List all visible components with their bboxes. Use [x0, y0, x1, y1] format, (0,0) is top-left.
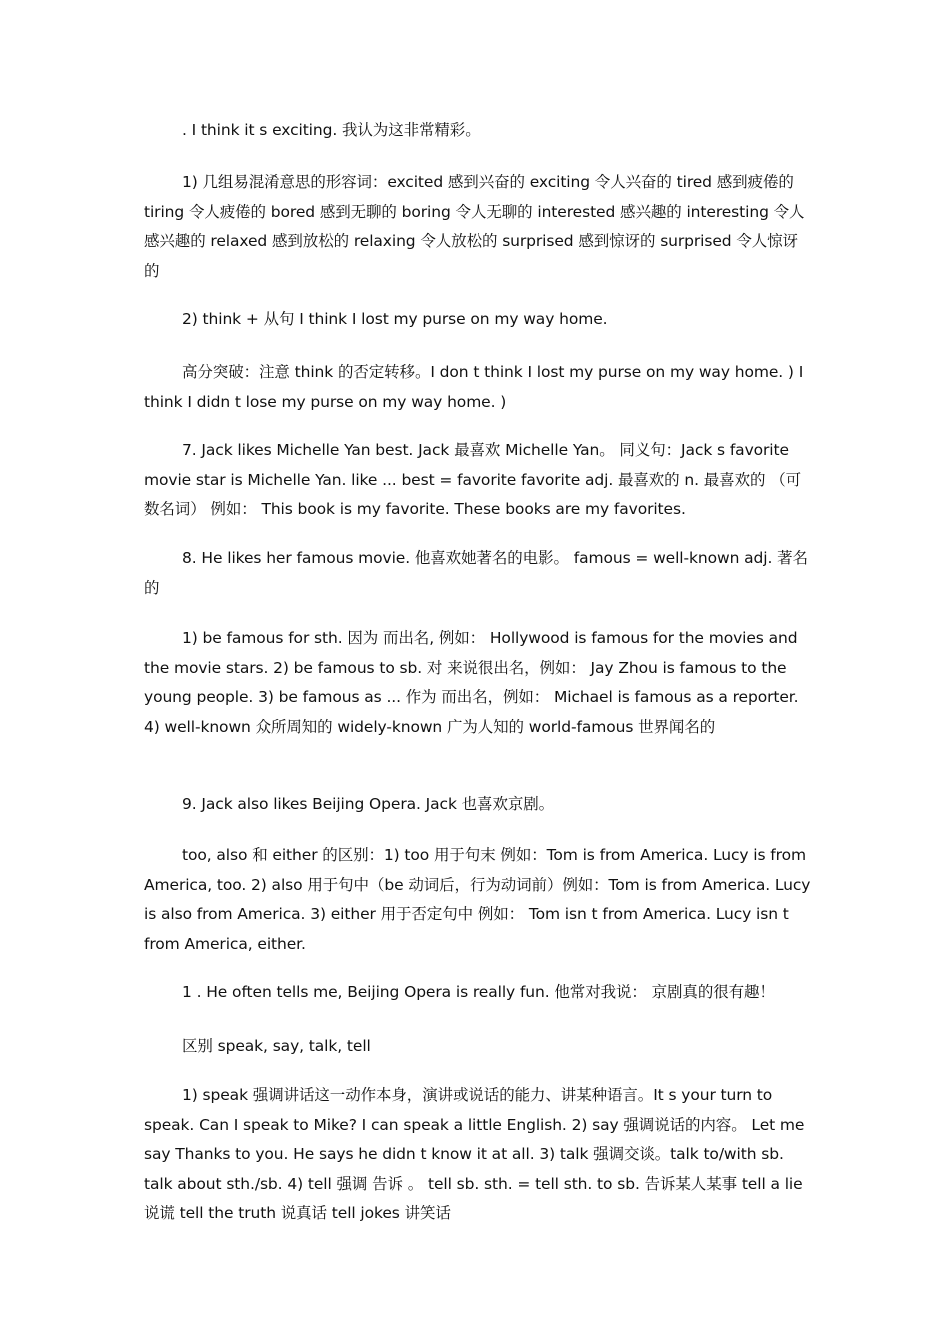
paragraph-3: 2) think + 从句 I think I lost my purse on my way home. [182, 310, 608, 328]
paragraph-7: 1) be famous for sth. 因为 而出名, 例如： Hollywood is famous for the movies and the movie stars. 2) be famous to sb. 对 来说很出名，例如： Jay Zhou is famous to the young people. 3) be famous as ... 作为 而出名，例如： Michael is famous as a reporter. 4) well-known 众所周知的 widely-known 广为人知的 world-famous 世界闻名的 [144, 629, 799, 736]
paragraph-11: 区别 speak, say, talk, tell [182, 1037, 371, 1055]
paragraph-2: 1) 几组易混淆意思的形容词：excited 感到兴奋的 exciting 令人兴奋的 tired 感到疲倦的 tiring 令人疲倦的 bored 感到无聊的 boring 令人无聊的 interested 感兴趣的 interesting 令人感兴趣的 relaxed 感到放松的 relaxing 令人放松的 surprised 感到惊讶的 surprised 令人惊讶的 [144, 173, 805, 280]
paragraph-1: . I think it s exciting. 我认为这非常精彩。 [182, 121, 481, 139]
paragraph-8: 9. Jack also likes Beijing Opera. Jack 也喜欢京剧。 [182, 795, 555, 813]
paragraph-4: 高分突破：注意 think 的否定转移。I don t think I lost my purse on my way home. ) I think I didn t lose my purse on my way home. ) [144, 363, 804, 411]
paragraph-12: 1) speak 强调讲话这一动作本身，演讲或说话的能力、讲某种语言。It s your turn to speak. Can I speak to Mike? I can speak a little English. 2) say 强调说话的内容。 Let me say Thanks to you. He says he didn t know it at all. 3) talk 强调交谈。talk to/with sb. talk about sth./sb. 4) tell 强调 告诉 。 tell sb. sth. = tell sth. to sb. 告诉某人某事 tell a lie 说谎 tell the truth 说真话 tell jokes 讲笑话 [144, 1086, 805, 1222]
paragraph-5: 7. Jack likes Michelle Yan best. Jack 最喜欢 Michelle Yan。 同义句：Jack s favorite movie star is Michelle Yan. like ... best = favorite favorite adj. 最喜欢的 n. 最喜欢的 （可数名词） 例如： This book is my favorite. These books are my favorites. [144, 441, 801, 518]
paragraph-6: 8. He likes her famous movie. 他喜欢她著名的电影。 famous = well-known adj. 著名的 [144, 549, 808, 597]
paragraph-10: 1 . He often tells me, Beijing Opera is really fun. 他常对我说： 京剧真的很有趣！ [182, 983, 775, 1001]
paragraph-9: too, also 和 either 的区别：1) too 用于句末 例如：Tom is from America. Lucy is from America, too. 2) also 用于句中（be 动词后，行为动词前）例如：Tom is from America. Lucy is also from America. 3) either 用于否定句中 例如： Tom isn t from America. Lucy isn t from America, either. [144, 846, 811, 953]
